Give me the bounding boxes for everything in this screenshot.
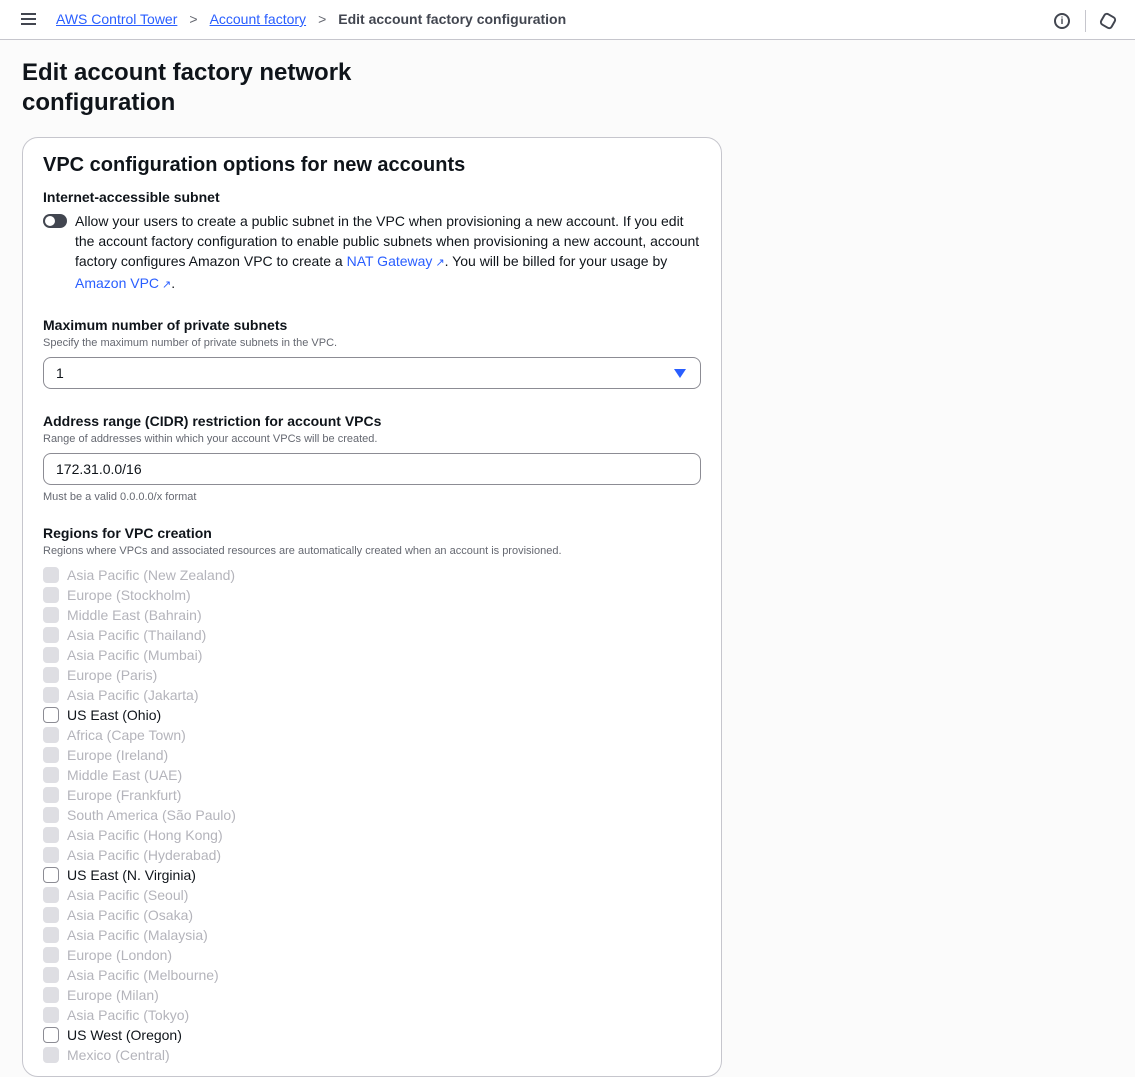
- region-checkbox: [43, 887, 59, 903]
- select-value: 1: [56, 365, 64, 381]
- breadcrumb: [56, 11, 566, 27]
- divider: [1085, 10, 1086, 32]
- region-label: US East (N. Virginia): [67, 867, 196, 883]
- regions-label: Regions for VPC creation: [43, 525, 212, 541]
- region-option[interactable]: [43, 1025, 701, 1045]
- region-checkbox: [43, 927, 59, 943]
- region-option: [43, 825, 701, 845]
- region-checkbox: [43, 947, 59, 963]
- input-value: 172.31.0.0/16: [56, 461, 142, 477]
- cidr-input[interactable]: [43, 453, 701, 485]
- caret-down-icon: [674, 369, 686, 378]
- region-label: Europe (Paris): [67, 667, 158, 683]
- top-navigation: [0, 0, 1135, 40]
- breadcrumb-current: Edit account factory configuration: [338, 11, 567, 27]
- region-checkbox[interactable]: [43, 707, 59, 723]
- region-option: [43, 565, 701, 585]
- region-label: Asia Pacific (Mumbai): [67, 647, 203, 663]
- region-label: Asia Pacific (Melbourne): [67, 967, 219, 983]
- region-checkbox: [43, 747, 59, 763]
- region-option[interactable]: [43, 705, 701, 725]
- region-label: Asia Pacific (Jakarta): [67, 687, 199, 703]
- region-label: Europe (Frankfurt): [67, 787, 182, 803]
- region-checkbox: [43, 667, 59, 683]
- breadcrumb-account-factory[interactable]: Account factory: [209, 11, 307, 27]
- region-label: Europe (Stockholm): [67, 587, 191, 603]
- region-option: [43, 585, 701, 605]
- region-label: Mexico (Central): [67, 1047, 170, 1063]
- region-option: [43, 665, 701, 685]
- cidr-hint: Must be a valid 0.0.0.0/x format: [43, 491, 197, 503]
- chevron-right-icon: >: [189, 11, 198, 27]
- amazon-vpc-link[interactable]: [75, 275, 171, 291]
- region-option: [43, 625, 701, 645]
- region-label: Asia Pacific (Osaka): [67, 907, 194, 923]
- internet-subnet-toggle[interactable]: [43, 214, 67, 228]
- region-option: [43, 805, 701, 825]
- external-link-icon: ↗: [162, 279, 172, 291]
- subnets-label: Maximum number of private subnets: [43, 317, 288, 333]
- region-checkbox: [43, 627, 59, 643]
- region-option: [43, 885, 701, 905]
- region-label: South America (São Paulo): [67, 807, 236, 823]
- region-label: Asia Pacific (New Zealand): [67, 567, 236, 583]
- vpc-config-card: [22, 137, 722, 1077]
- region-checkbox: [43, 647, 59, 663]
- info-icon[interactable]: i: [1054, 13, 1070, 29]
- region-option: [43, 785, 701, 805]
- settings-hexagon-icon[interactable]: [1098, 11, 1117, 30]
- chevron-right-icon: >: [318, 11, 327, 27]
- region-option: [43, 765, 701, 785]
- page-title: Edit account factory network configuration: [22, 59, 352, 116]
- regions-description: Regions where VPCs and associated resources are automatically created when an account is provisioned.: [43, 545, 562, 557]
- region-option: [43, 685, 701, 705]
- region-option: [43, 725, 701, 745]
- region-option: [43, 605, 701, 625]
- region-option: [43, 745, 701, 765]
- region-option: [43, 945, 701, 965]
- region-label: Asia Pacific (Thailand): [67, 627, 207, 643]
- cidr-description: Range of addresses within which your account VPCs will be created.: [43, 433, 378, 445]
- regions-list: [43, 565, 701, 1065]
- region-option: [43, 925, 701, 945]
- region-option: [43, 905, 701, 925]
- cidr-label: Address range (CIDR) restriction for account VPCs: [43, 413, 382, 429]
- region-label: Europe (Ireland): [67, 747, 169, 763]
- region-checkbox: [43, 847, 59, 863]
- region-checkbox[interactable]: [43, 867, 59, 883]
- region-checkbox: [43, 987, 59, 1003]
- region-checkbox: [43, 907, 59, 923]
- region-label: Asia Pacific (Hyderabad): [67, 847, 222, 863]
- region-label: Asia Pacific (Seoul): [67, 887, 189, 903]
- region-option: [43, 965, 701, 985]
- card-title: VPC configuration options for new accounts: [43, 154, 466, 176]
- internet-subnet-label: Internet-accessible subnet: [43, 189, 220, 205]
- region-label: Asia Pacific (Malaysia): [67, 927, 208, 943]
- region-option: [43, 645, 701, 665]
- region-checkbox: [43, 727, 59, 743]
- region-label: Africa (Cape Town): [67, 727, 186, 743]
- text: . You will be billed for your usage by: [444, 253, 668, 269]
- region-label: US East (Ohio): [67, 707, 162, 723]
- region-checkbox[interactable]: [43, 1027, 59, 1043]
- region-checkbox: [43, 807, 59, 823]
- region-option[interactable]: [43, 865, 701, 885]
- region-option: [43, 1045, 701, 1065]
- region-checkbox: [43, 1047, 59, 1063]
- region-label: Europe (Milan): [67, 987, 159, 1003]
- external-link-icon: ↗: [435, 257, 445, 269]
- link-text[interactable]: NAT Gateway: [346, 253, 433, 269]
- internet-subnet-description: [75, 211, 701, 295]
- region-checkbox: [43, 967, 59, 983]
- region-checkbox: [43, 567, 59, 583]
- region-option: [43, 1005, 701, 1025]
- subnets-description: Specify the maximum number of private subnets in the VPC.: [43, 337, 338, 349]
- region-checkbox: [43, 787, 59, 803]
- region-label: Middle East (Bahrain): [67, 607, 202, 623]
- link-text[interactable]: Amazon VPC: [75, 275, 160, 291]
- region-checkbox: [43, 767, 59, 783]
- region-checkbox: [43, 1007, 59, 1023]
- region-checkbox: [43, 607, 59, 623]
- region-label: Asia Pacific (Tokyo): [67, 1007, 190, 1023]
- region-label: Asia Pacific (Hong Kong): [67, 827, 223, 843]
- menu-icon[interactable]: [21, 13, 36, 25]
- region-checkbox: [43, 827, 59, 843]
- max-private-subnets-select[interactable]: [43, 357, 701, 389]
- region-label: Europe (London): [67, 947, 173, 963]
- region-label: US West (Oregon): [67, 1027, 182, 1043]
- text: Allow your users to create a public subnet in the VPC when provisioning a new account. If you edit the account factory configuration to enable public subnets when provisioning a new account, account factory configures Amazon VPC to create a: [75, 213, 700, 269]
- region-label: Middle East (UAE): [67, 767, 183, 783]
- text: .: [171, 275, 176, 291]
- region-option: [43, 985, 701, 1005]
- nat-gateway-link[interactable]: [347, 253, 445, 269]
- region-checkbox: [43, 587, 59, 603]
- region-checkbox: [43, 687, 59, 703]
- region-option: [43, 845, 701, 865]
- breadcrumb-control-tower[interactable]: AWS Control Tower: [56, 11, 178, 27]
